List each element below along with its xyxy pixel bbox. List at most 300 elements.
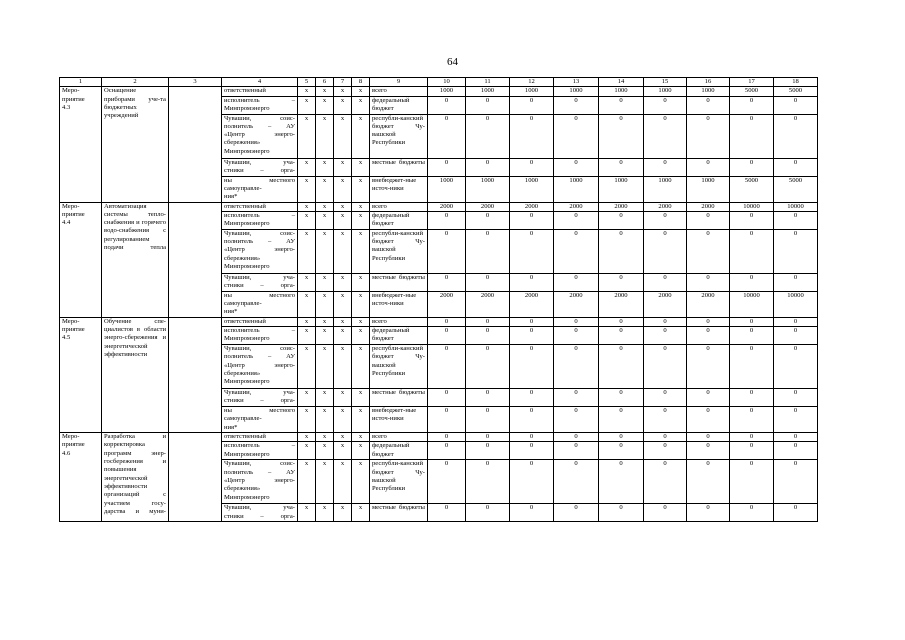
funding-source: всего xyxy=(370,87,428,96)
responsible-line: Чувашии, уча- xyxy=(224,504,295,512)
table-row xyxy=(60,87,818,96)
funding-value: 0 xyxy=(428,96,466,114)
funding-value: 1000 xyxy=(510,176,554,202)
funding-value: 0 xyxy=(510,158,554,176)
responsible-line: Минпромэнерго xyxy=(224,104,270,112)
responsible-line: Чувашии, соис- xyxy=(224,460,295,468)
funding-value: 0 xyxy=(599,389,644,407)
x-mark: x xyxy=(298,211,316,229)
funding-value: 0 xyxy=(510,96,554,114)
funding-value: 1000 xyxy=(644,176,687,202)
x-mark: x xyxy=(334,96,352,114)
funding-value: 5000 xyxy=(730,87,774,96)
funding-value: 10000 xyxy=(774,202,818,211)
funding-value: 1000 xyxy=(510,87,554,96)
responsible-line: ны местного xyxy=(224,407,295,415)
measure-label: Меро- приятие 4.3 xyxy=(60,87,102,202)
funding-value: 0 xyxy=(599,317,644,326)
responsible-line: ответственный xyxy=(224,317,266,325)
responsible-executor-cell xyxy=(222,158,298,176)
column-number-header: 2 xyxy=(102,78,169,87)
x-mark: x xyxy=(298,460,316,504)
column-number-header: 17 xyxy=(730,78,774,87)
funding-source: республи-канский бюджет Чу-вашской Республики xyxy=(370,229,428,273)
funding-value: 0 xyxy=(428,433,466,442)
funding-value: 1000 xyxy=(644,87,687,96)
funding-value: 0 xyxy=(730,211,774,229)
funding-source: федеральный бюджет xyxy=(370,96,428,114)
x-mark: x xyxy=(352,291,370,317)
funding-source: всего xyxy=(370,202,428,211)
measure-label: Меро- приятие 4.6 xyxy=(60,433,102,522)
funding-source: местные бюджеты xyxy=(370,504,428,522)
column-number-header: 9 xyxy=(370,78,428,87)
responsible-line: самоуправле- xyxy=(224,184,262,192)
x-mark: x xyxy=(316,317,334,326)
funding-value: 0 xyxy=(730,114,774,158)
funding-value: 2000 xyxy=(510,202,554,211)
empty-column-3-cell xyxy=(169,433,222,522)
measure-name: Обучение спе-циалистов в области энерго-сбережения и энергетической эффективности xyxy=(102,317,169,432)
funding-value: 0 xyxy=(428,460,466,504)
x-mark: x xyxy=(316,389,334,407)
funding-value: 0 xyxy=(730,442,774,460)
responsible-executor-cell xyxy=(222,317,298,326)
funding-value: 0 xyxy=(687,433,730,442)
funding-source: внебюджет-ные источ-ники xyxy=(370,291,428,317)
funding-value: 0 xyxy=(466,211,510,229)
funding-value: 0 xyxy=(687,327,730,345)
x-mark: x xyxy=(316,176,334,202)
funding-value: 0 xyxy=(599,114,644,158)
responsible-line: Минпромэнерго xyxy=(224,147,270,155)
table-row xyxy=(60,317,818,326)
funding-value: 0 xyxy=(730,460,774,504)
funding-value: 1000 xyxy=(599,176,644,202)
funding-value: 1000 xyxy=(428,87,466,96)
x-mark: x xyxy=(316,87,334,96)
x-mark: x xyxy=(352,114,370,158)
funding-value: 2000 xyxy=(644,202,687,211)
responsible-executor-cell xyxy=(222,229,298,273)
column-number-header: 5 xyxy=(298,78,316,87)
funding-value: 0 xyxy=(599,433,644,442)
funding-value: 2000 xyxy=(599,202,644,211)
funding-value: 1000 xyxy=(554,176,599,202)
column-number-header: 18 xyxy=(774,78,818,87)
funding-value: 0 xyxy=(466,389,510,407)
funding-value: 0 xyxy=(599,407,644,433)
responsible-line: Чувашии, соис- xyxy=(224,345,295,353)
x-mark: x xyxy=(298,345,316,389)
funding-value: 0 xyxy=(466,96,510,114)
funding-value: 1000 xyxy=(687,87,730,96)
funding-value: 0 xyxy=(599,96,644,114)
funding-value: 5000 xyxy=(730,176,774,202)
x-mark: x xyxy=(352,87,370,96)
funding-value: 0 xyxy=(644,460,687,504)
x-mark: x xyxy=(298,96,316,114)
x-mark: x xyxy=(298,291,316,317)
x-mark: x xyxy=(316,211,334,229)
funding-value: 0 xyxy=(774,96,818,114)
responsible-line: полнитель – АУ xyxy=(224,238,295,246)
responsible-line: Чувашии, соис- xyxy=(224,229,295,237)
column-number-header: 14 xyxy=(599,78,644,87)
responsible-line: ния* xyxy=(224,193,238,201)
column-number-header: 15 xyxy=(644,78,687,87)
funding-value: 0 xyxy=(687,389,730,407)
funding-value: 0 xyxy=(644,327,687,345)
responsible-line: стники – орга- xyxy=(224,282,295,290)
funding-value: 0 xyxy=(730,317,774,326)
funding-value: 2000 xyxy=(466,202,510,211)
responsible-executor-cell xyxy=(222,327,298,345)
x-mark: x xyxy=(334,273,352,291)
funding-source: федеральный бюджет xyxy=(370,442,428,460)
funding-value: 0 xyxy=(428,389,466,407)
funding-value: 0 xyxy=(554,96,599,114)
responsible-line: ответственный xyxy=(224,202,266,210)
funding-value: 0 xyxy=(599,504,644,522)
column-number-header: 13 xyxy=(554,78,599,87)
funding-value: 0 xyxy=(774,327,818,345)
funding-value: 2000 xyxy=(644,291,687,317)
funding-value: 10000 xyxy=(730,202,774,211)
funding-value: 0 xyxy=(730,96,774,114)
funding-value: 0 xyxy=(428,317,466,326)
funding-value: 0 xyxy=(644,211,687,229)
funding-source: внебюджет-ные источ-ники xyxy=(370,407,428,433)
funding-value: 0 xyxy=(644,433,687,442)
funding-value: 0 xyxy=(466,345,510,389)
column-number-header: 16 xyxy=(687,78,730,87)
funding-value: 0 xyxy=(599,345,644,389)
funding-value: 0 xyxy=(687,460,730,504)
responsible-executor-cell xyxy=(222,442,298,460)
x-mark: x xyxy=(298,407,316,433)
funding-value: 2000 xyxy=(428,291,466,317)
funding-value: 0 xyxy=(774,211,818,229)
x-mark: x xyxy=(352,442,370,460)
funding-value: 0 xyxy=(599,460,644,504)
funding-value: 0 xyxy=(554,460,599,504)
funding-value: 2000 xyxy=(554,202,599,211)
funding-source: республи-канский бюджет Чу-вашской Республики xyxy=(370,114,428,158)
measure-name: Автоматизация системы тепло-снабжения и горячего водо-снабжения с регулированием подачи тепла xyxy=(102,202,169,317)
funding-value: 0 xyxy=(428,345,466,389)
funding-value: 10000 xyxy=(730,291,774,317)
funding-value: 0 xyxy=(554,317,599,326)
x-mark: x xyxy=(316,114,334,158)
x-mark: x xyxy=(352,273,370,291)
x-mark: x xyxy=(316,273,334,291)
x-mark: x xyxy=(316,460,334,504)
responsible-line: сбережения» xyxy=(224,485,261,493)
x-mark: x xyxy=(316,158,334,176)
responsible-line: сбережения» xyxy=(224,139,261,147)
funding-value: 0 xyxy=(687,229,730,273)
funding-value: 0 xyxy=(466,442,510,460)
funding-value: 0 xyxy=(774,442,818,460)
column-number-header: 8 xyxy=(352,78,370,87)
x-mark: x xyxy=(298,442,316,460)
funding-value: 0 xyxy=(687,317,730,326)
x-mark: x xyxy=(316,433,334,442)
empty-column-3-cell xyxy=(169,317,222,432)
responsible-executor-cell xyxy=(222,433,298,442)
funding-value: 0 xyxy=(730,229,774,273)
funding-source: федеральный бюджет xyxy=(370,211,428,229)
funding-source: всего xyxy=(370,317,428,326)
funding-value: 0 xyxy=(687,345,730,389)
funding-value: 0 xyxy=(466,317,510,326)
funding-value: 0 xyxy=(599,158,644,176)
funding-value: 0 xyxy=(466,229,510,273)
funding-value: 0 xyxy=(774,345,818,389)
funding-value: 0 xyxy=(466,273,510,291)
responsible-line: Чувашии, уча- xyxy=(224,158,295,166)
responsible-line: исполнитель – xyxy=(224,442,295,450)
funding-source: внебюджет-ные источ-ники xyxy=(370,176,428,202)
column-number-header: 1 xyxy=(60,78,102,87)
funding-value: 5000 xyxy=(774,87,818,96)
x-mark: x xyxy=(298,317,316,326)
responsible-line: «Центр энерго- xyxy=(224,477,295,485)
x-mark: x xyxy=(352,317,370,326)
funding-value: 0 xyxy=(428,442,466,460)
x-mark: x xyxy=(334,433,352,442)
responsible-line: ответственный xyxy=(224,433,266,441)
funding-value: 0 xyxy=(774,114,818,158)
funding-source: местные бюджеты xyxy=(370,389,428,407)
funding-value: 0 xyxy=(730,389,774,407)
responsible-executor-cell xyxy=(222,96,298,114)
funding-value: 0 xyxy=(554,158,599,176)
funding-value: 0 xyxy=(554,345,599,389)
funding-value: 0 xyxy=(730,345,774,389)
funding-value: 0 xyxy=(510,442,554,460)
responsible-line: исполнитель – xyxy=(224,96,295,104)
column-number-header: 7 xyxy=(334,78,352,87)
x-mark: x xyxy=(352,504,370,522)
responsible-line: полнитель – АУ xyxy=(224,122,295,130)
funding-value: 0 xyxy=(510,229,554,273)
column-number-header: 3 xyxy=(169,78,222,87)
funding-value: 0 xyxy=(554,433,599,442)
x-mark: x xyxy=(334,211,352,229)
x-mark: x xyxy=(298,114,316,158)
x-mark: x xyxy=(352,211,370,229)
funding-value: 2000 xyxy=(510,291,554,317)
x-mark: x xyxy=(334,327,352,345)
funding-value: 0 xyxy=(774,273,818,291)
funding-value: 0 xyxy=(774,407,818,433)
responsible-line: Минпромэнерго xyxy=(224,263,270,271)
x-mark: x xyxy=(334,407,352,433)
measure-name: Оснащение приборами уче-та бюджетных учреждений xyxy=(102,87,169,202)
x-mark: x xyxy=(298,87,316,96)
x-mark: x xyxy=(298,158,316,176)
funding-source: местные бюджеты xyxy=(370,158,428,176)
responsible-executor-cell xyxy=(222,389,298,407)
column-number-header: 6 xyxy=(316,78,334,87)
funding-value: 0 xyxy=(466,158,510,176)
x-mark: x xyxy=(334,176,352,202)
responsible-executor-cell xyxy=(222,176,298,202)
x-mark: x xyxy=(334,291,352,317)
x-mark: x xyxy=(316,504,334,522)
x-mark: x xyxy=(352,433,370,442)
funding-value: 0 xyxy=(644,229,687,273)
x-mark: x xyxy=(298,273,316,291)
empty-column-3-cell xyxy=(169,202,222,317)
funding-value: 0 xyxy=(428,229,466,273)
responsible-line: «Центр энерго- xyxy=(224,131,295,139)
x-mark: x xyxy=(298,433,316,442)
responsible-executor-cell xyxy=(222,407,298,433)
funding-value: 2000 xyxy=(687,291,730,317)
x-mark: x xyxy=(352,202,370,211)
responsible-executor-cell xyxy=(222,114,298,158)
responsible-line: Минпромэнерго xyxy=(224,493,270,501)
x-mark: x xyxy=(316,202,334,211)
funding-value: 0 xyxy=(687,114,730,158)
funding-source: местные бюджеты xyxy=(370,273,428,291)
x-mark: x xyxy=(298,327,316,345)
responsible-line: стники – орга- xyxy=(224,397,295,405)
funding-value: 0 xyxy=(510,504,554,522)
x-mark: x xyxy=(334,87,352,96)
table-row xyxy=(60,433,818,442)
funding-value: 0 xyxy=(510,114,554,158)
funding-value: 2000 xyxy=(428,202,466,211)
funding-value: 0 xyxy=(554,229,599,273)
funding-value: 1000 xyxy=(428,176,466,202)
responsible-line: самоуправле- xyxy=(224,300,262,308)
responsible-line: Минпромэнерго xyxy=(224,378,270,386)
funding-value: 0 xyxy=(687,273,730,291)
funding-value: 0 xyxy=(644,407,687,433)
responsible-line: «Центр энерго- xyxy=(224,361,295,369)
measure-label: Меро- приятие 4.5 xyxy=(60,317,102,432)
responsible-line: стники – орга- xyxy=(224,512,295,520)
x-mark: x xyxy=(352,176,370,202)
funding-value: 0 xyxy=(687,96,730,114)
x-mark: x xyxy=(334,158,352,176)
x-mark: x xyxy=(352,389,370,407)
responsible-executor-cell xyxy=(222,504,298,522)
responsible-line: Минпромэнерго xyxy=(224,450,270,458)
responsible-line: Чувашии, соис- xyxy=(224,114,295,122)
responsible-executor-cell xyxy=(222,460,298,504)
column-number-header: 10 xyxy=(428,78,466,87)
funding-value: 2000 xyxy=(554,291,599,317)
funding-value: 0 xyxy=(644,442,687,460)
funding-value: 0 xyxy=(730,273,774,291)
table-row xyxy=(60,202,818,211)
funding-value: 0 xyxy=(554,211,599,229)
funding-value: 0 xyxy=(554,442,599,460)
x-mark: x xyxy=(334,442,352,460)
funding-value: 0 xyxy=(428,407,466,433)
x-mark: x xyxy=(352,407,370,433)
responsible-line: стники – орга- xyxy=(224,166,295,174)
responsible-line: Чувашии, уча- xyxy=(224,389,295,397)
funding-value: 0 xyxy=(730,158,774,176)
funding-value: 0 xyxy=(599,229,644,273)
column-number-header: 12 xyxy=(510,78,554,87)
funding-value: 0 xyxy=(774,460,818,504)
x-mark: x xyxy=(316,229,334,273)
funding-value: 0 xyxy=(428,327,466,345)
funding-value: 0 xyxy=(687,211,730,229)
x-mark: x xyxy=(298,389,316,407)
funding-value: 0 xyxy=(687,158,730,176)
responsible-line: Минпромэнерго xyxy=(224,220,270,228)
funding-value: 0 xyxy=(510,345,554,389)
funding-value: 0 xyxy=(510,389,554,407)
funding-value: 0 xyxy=(644,158,687,176)
funding-value: 0 xyxy=(466,433,510,442)
funding-value: 0 xyxy=(554,273,599,291)
funding-value: 0 xyxy=(730,433,774,442)
x-mark: x xyxy=(316,291,334,317)
responsible-executor-cell xyxy=(222,202,298,211)
funding-value: 0 xyxy=(687,504,730,522)
x-mark: x xyxy=(352,96,370,114)
x-mark: x xyxy=(298,229,316,273)
funding-value: 0 xyxy=(644,504,687,522)
funding-value: 0 xyxy=(510,317,554,326)
x-mark: x xyxy=(334,114,352,158)
funding-value: 5000 xyxy=(774,176,818,202)
funding-value: 0 xyxy=(554,389,599,407)
x-mark: x xyxy=(334,389,352,407)
responsible-line: исполнитель – xyxy=(224,211,295,219)
funding-value: 0 xyxy=(428,114,466,158)
funding-value: 0 xyxy=(644,317,687,326)
responsible-line: ния* xyxy=(224,423,238,431)
x-mark: x xyxy=(298,176,316,202)
funding-value: 1000 xyxy=(687,176,730,202)
responsible-executor-cell xyxy=(222,211,298,229)
funding-source: республи-канский бюджет Чу-вашской Республики xyxy=(370,345,428,389)
responsible-line: ответственный xyxy=(224,87,266,95)
responsible-line: Минпромэнерго xyxy=(224,335,270,343)
funding-value: 0 xyxy=(428,158,466,176)
x-mark: x xyxy=(298,202,316,211)
x-mark: x xyxy=(316,345,334,389)
funding-value: 0 xyxy=(644,273,687,291)
funding-value: 0 xyxy=(428,211,466,229)
funding-value: 0 xyxy=(466,327,510,345)
funding-value: 0 xyxy=(774,229,818,273)
funding-value: 0 xyxy=(466,504,510,522)
x-mark: x xyxy=(334,317,352,326)
x-mark: x xyxy=(316,327,334,345)
header-row xyxy=(60,78,818,87)
measure-label: Меро- приятие 4.4 xyxy=(60,202,102,317)
funding-value: 0 xyxy=(644,114,687,158)
funding-value: 1000 xyxy=(599,87,644,96)
funding-value: 0 xyxy=(644,345,687,389)
responsible-executor-cell xyxy=(222,345,298,389)
funding-value: 0 xyxy=(428,273,466,291)
funding-value: 2000 xyxy=(687,202,730,211)
funding-value: 0 xyxy=(774,317,818,326)
measure-name: Разработка и корректировка программ энер-госбережения и повышения энергетической эффективности организаций с участием госу-дарства и муни- xyxy=(102,433,169,522)
